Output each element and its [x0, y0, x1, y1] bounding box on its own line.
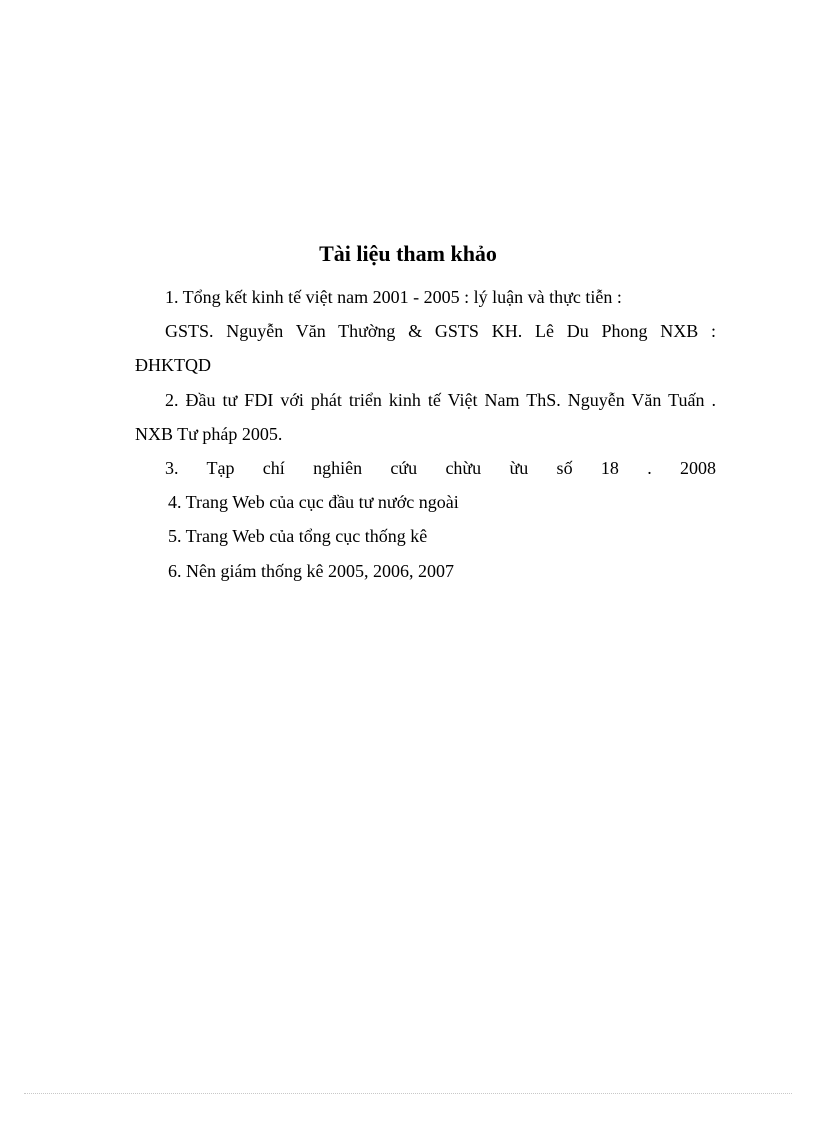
reference-1-title: 1. Tổng kết kinh tế việt nam 2001 - 2005 : lý luận và thực tiễn : [165, 287, 622, 307]
reference-3: 3. Tạp chí nghiên cứu chừu ừu số 18 . 2008 [165, 458, 716, 478]
reference-2-publisher: NXB Tư pháp 2005. [135, 424, 283, 444]
reference-1-publisher: ĐHKTQD [135, 355, 211, 375]
reference-2-title: 2. Đầu tư FDI với phát triển kinh tế Việt Nam ThS. Nguyễn Văn Tuấn . [165, 390, 716, 410]
reference-4: 4. Trang Web của cục đầu tư nước ngoài [168, 492, 459, 512]
reference-1-authors: GSTS. Nguyễn Văn Thường & GSTS KH. Lê Du Phong NXB : [165, 321, 716, 341]
reference-6: 6. Nên giám thống kê 2005, 2006, 2007 [168, 561, 454, 581]
reference-5: 5. Trang Web của tổng cục thống kê [168, 526, 428, 546]
page-title: Tài liệu tham khảo [319, 241, 497, 266]
page-bottom-dotted-rule [24, 1093, 792, 1094]
